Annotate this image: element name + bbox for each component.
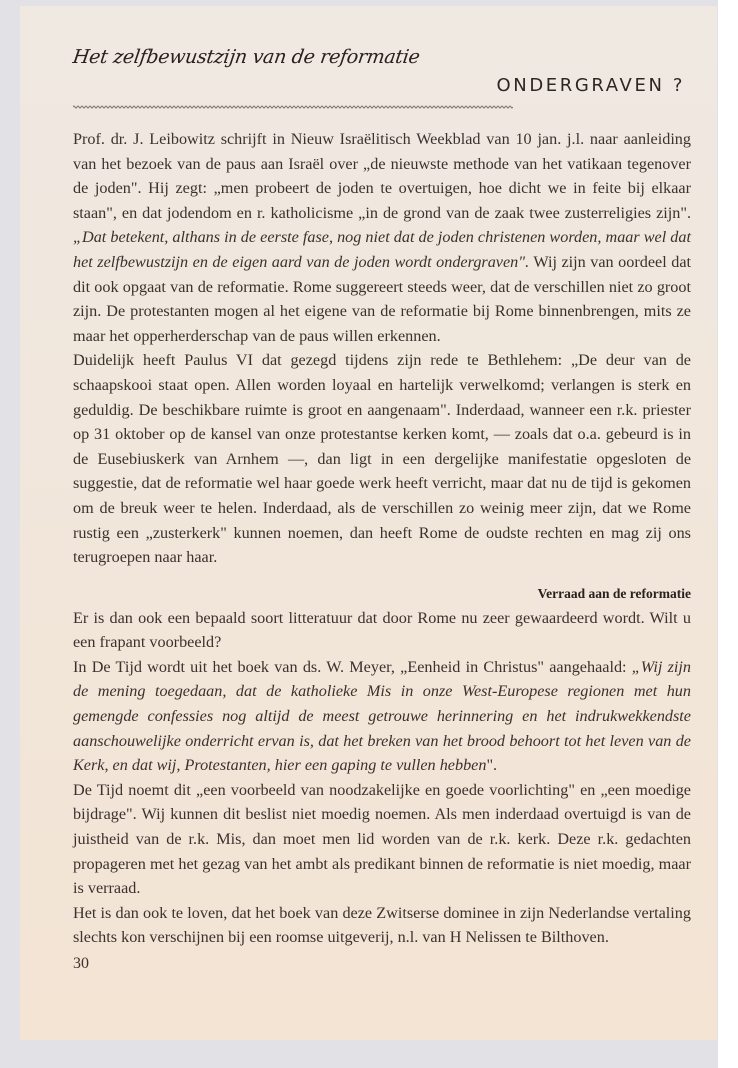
italic-quote: „Dat betekent, althans in de eerste fase, nog niet dat de joden christenen worden, maar wel dat het zelfbewustzijn en de eigen aard van de joden wordt ondergraven". [73,228,691,271]
wavy-divider [73,104,513,110]
paragraph: Het is dan ook te loven, dat het boek van deze Zwitserse dominee in zijn Nederlandse vertaling slechts kon verschijnen bij een roomse uitgeverij, n.l. van H Nelissen te Bilthoven. [73,903,691,947]
paragraph-text: ". [486,756,498,775]
paragraph: De Tijd noemt dit „een voorbeeld van noodzakelijke en goede voorlichting" en „een moedige bijdrage". Wij kunnen dit beslist niet moedig noemen. Als men inderdaad overtuigd is van de juistheid van de r.k. Mis, dan moet men lid worden van de r.k. kerk. Deze r.k. gedachten propageren met het gezag van het ambt als predikant binnen de reformatie is niet moedig, maar is verraad. [73,780,691,898]
page-number: 30 [73,955,89,972]
paragraph: Er is dan ook een bepaald soort litteratuur dat door Rome nu zeer gewaardeerd wordt. Wilt u een frapant voorbeeld? [73,608,691,652]
italic-quote: „Wij zijn de mening toegedaan, dat de katholieke Mis in onze West-Europese regionen met hun gemengde confessies nog altijd de meest getrouwe herinnering en het indrukwekkendste aanschouwelijke onderricht ervan is, dat het breken van het brood behoort tot het leven van de Kerk, en dat wij, Protestanten, hier een gaping te vullen hebben [73,657,691,775]
paragraph-text: Prof. dr. J. Leibowitz schrijft in Nieuw Israëlitisch Weekblad van 10 jan. j.l. naar aanleiding van het bezoek van de paus aan Israël over „de nieuwste methode van het vatikaan tegenover de joden". Hij zegt: „men probeert de joden te overtuigen, hoe dicht we in feite bij elkaar staan", en dat jodendom en r. katholicisme „in de grond van de zaak twee zusterreligies zijn". [73,130,691,222]
paragraph-text: In De Tijd wordt uit het boek van ds. W. Meyer, „Eenheid in Christus" aangehaald: [73,657,632,676]
document-page [20,6,717,1040]
paragraph-text: Wij zijn van oordeel dat dit ook opgaat van de reformatie. Rome suggereert steeds weer, dat de verschillen niet zo groot zijn. De protestanten mogen al het eigene van de reformatie bij Rome binnenbrengen, mits ze maar het opperherderschap van de paus willen erkennen. [73,252,691,345]
section-subheading: Verraad aan de reformatie [537,585,691,601]
paragraph [73,127,691,348]
script-heading: Het zelfbewustzijn van de reformatie [71,46,422,68]
paragraph: Duidelijk heeft Paulus VI dat gezegd tijdens zijn rede te Bethlehem: „De deur van de schaapskooi staat open. Allen worden loyaal en hartelijk verwelkomd; verlangen is sterk en geduldig. De beschikbare ruimte is groot en aangenaam". Inderdaad, wanneer een r.k. priester op 31 oktober op de kansel van onze protestantse kerken komt, — zoals dat o.a. gebeurd is in de Eusebiuskerk van Arnhem —, dan ligt in een dergelijke manifestatie opgesloten de suggestie, dat de reformatie wel haar goede werk heeft verricht, maar dat nu de tijd is gekomen om de breuk weer te helen. Inderdaad, als de verschillen zo weinig meer zijn, dat we Rome rustig een „zusterkerk" kunnen noemen, dan heeft Rome de oudste rechten en mag zij ons terugroepen naar haar. [73,351,691,567]
page-title: ONDERGRAVEN ? [496,75,685,96]
article-body [73,127,691,977]
paragraph [73,655,691,778]
